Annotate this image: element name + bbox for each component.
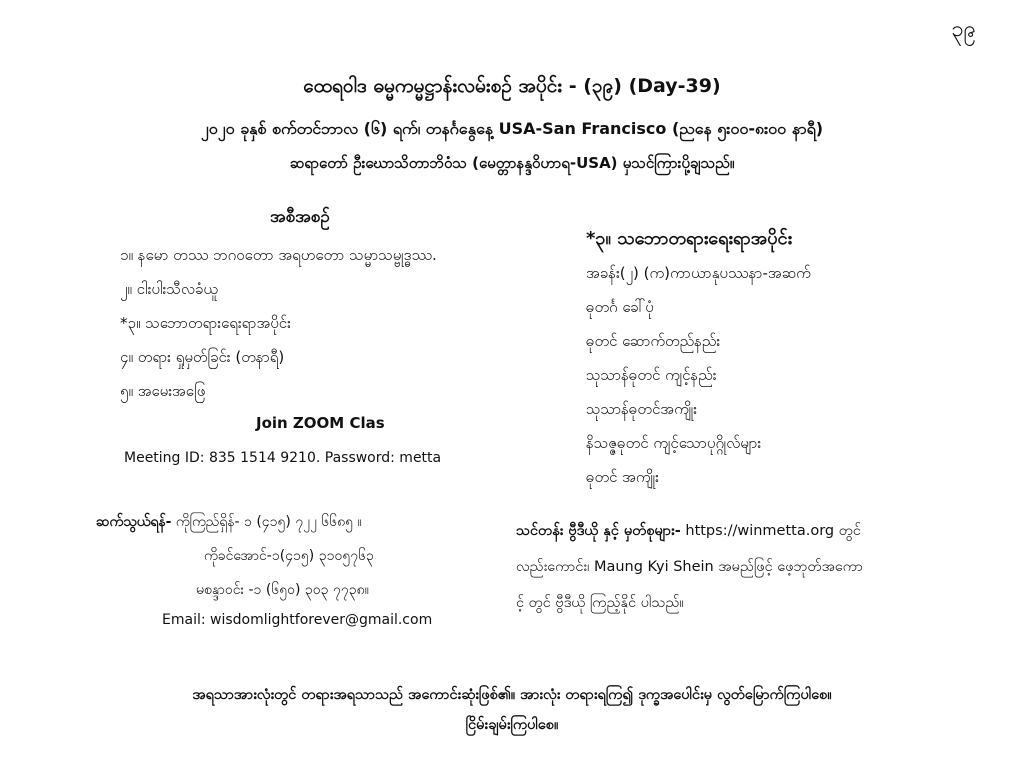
video-label: သင်တန်း ဗွီဒီယို နှင့် မှတ်စုများ- [516,523,681,539]
video-line: င့် တွင် ဗွီဒီယို ကြည့်နိုင် ပါသည်။ [516,595,684,611]
topic-item: ဓုတင် ဆောက်တည်နည်း [586,332,721,350]
zoom-label: Join ZOOM Clas [256,414,385,432]
page-number: ၃၉ [951,17,976,42]
topic-item: ဓုတင် အကျိုး [586,468,659,486]
topic-item: နိသဇ္ဇဓုတင် ကျင့်သောပုဂ္ဂိုလ်များ [586,434,762,452]
topic-item: အခန်း(၂) (က)ကာယာနုပဿနာ-အဆက် [586,264,811,282]
dhamma-section-heading: *၃။ သဘောတရားရေးရာအပိုင်း [586,228,793,249]
video-line [516,522,861,543]
meeting-info: Meeting ID: 835 1514 9210. Password: metta [124,450,442,466]
contact-email: Email: wisdomlightforever@gmail.com [162,612,433,628]
agenda-item: ၁။ နမော တဿ ဘဂဝတော အရဟတော သမ္မာသမ္ဗုဒ္ဓဿ. [120,246,437,264]
agenda-item: ၄။ တရား ရှုမှတ်ခြင်း (တနာရီ) [120,348,285,366]
contact-phone-1: ကိုကြည်ရှိန်- ၁ (၄၁၅) ၇၂၂ ၆၆၈၅ ။ [171,514,362,530]
footer-blessing-2: ငြိမ်းချမ်းကြပါစေ။ [465,717,559,733]
agenda-heading: အစီအစဥ် [270,207,330,227]
video-line: လည်းကောင်း၊ Maung Kyi Shein အမည်ဖြင့် ဖေ့ဘုတ်အကော [516,559,863,575]
teacher-line: ဆရာတော် ဦးဃောသိတာဘိဝံသ (မေတ္တာနန္ဒဝိဟာရ-USA) မှသင်ကြားပို့ချသည်။ [289,154,735,172]
contact-line [96,512,362,533]
agenda-item: *၃။ သဘောတရားရေးရာအပိုင်း [120,314,291,332]
topic-item: ဓုတင်္ဂ ခေါ်ပုံ [586,298,654,316]
agenda-item: ၅။ အမေးအဖြေ [120,382,206,400]
topic-item: သုသာန်ဓုတင် ကျင့်နည်း [586,366,717,384]
footer-blessing: အရသာအားလုံးတွင် တရားအရသာသည် အကောင်းဆုံးဖြစ်၏။ အားလုံး တရားရကြ၍ ဒုက္ခအပေါင်းမှ လွတ်မြောက်ကြပါစေ။ [192,687,832,703]
contact-phone-3: မစန္ဒာဝင်း -၁ (၆၅၀) ၃၀၃ ၇၇၃၈။ [196,582,369,598]
contact-phone-2: ကိုခင်အောင်-၁(၄၁၅) ၃၁၀၅၇၆၃ [204,548,374,564]
topic-item: သုသာန်ဓုတင်အကျိုး [586,400,698,418]
page-title: ထေရဝါဒ ဓမ္မကမ္မဋ္ဌာန်းလမ်းစဥ် အပိုင်း - (၃၉) (Day-39) [303,75,721,97]
contact-label: ဆက်သွယ်ရန်- [96,514,172,530]
date-location-line: ၂၀၂၀ ခုနှစ် စက်တင်ဘာလ (၆) ရက်၊ တနင်္ဂနွေနေ့ USA-San Francisco (ညနေ ၅း၀၀-၈း၀၀ နာရီ) [200,119,824,138]
website-link[interactable]: https://winmetta.org တွင် [680,523,861,539]
agenda-item: ၂။ ငါးပါးသီလခံယူ [120,280,218,298]
contact-section [96,508,516,628]
